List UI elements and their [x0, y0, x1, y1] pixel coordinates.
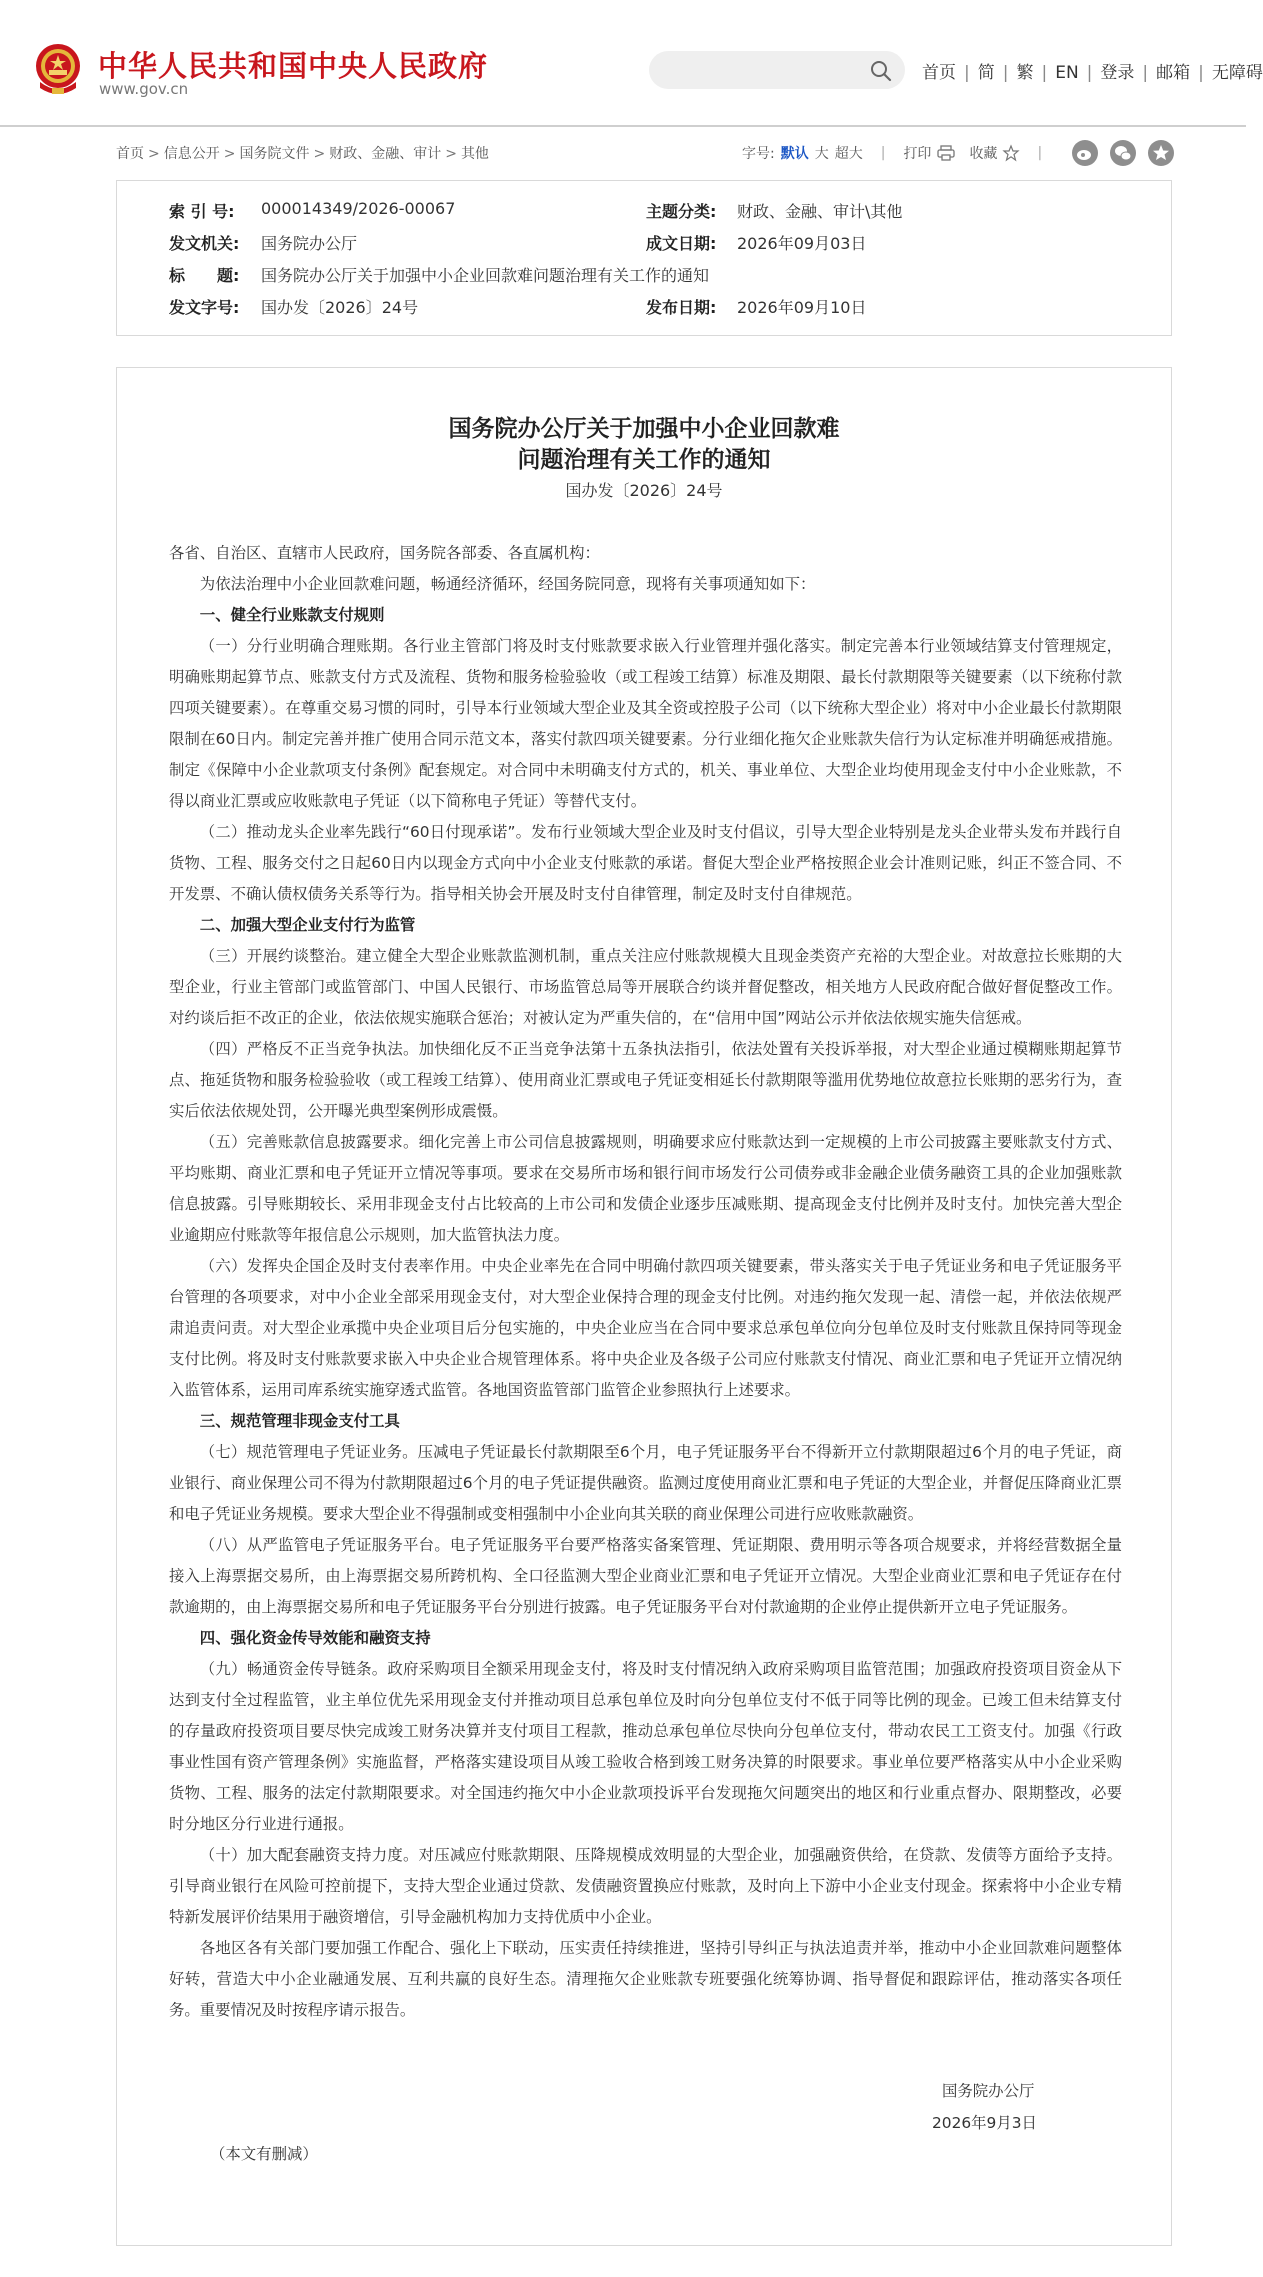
top-nav: 首页 | 简 | 繁 | EN | 登录 | 邮箱 | 无障碍 — [922, 63, 1263, 83]
meta-topic-value: 财政、金融、审计\其他 — [737, 202, 903, 221]
intro-paragraph: 为依法治理中小企业回款难问题，畅通经济循环，经国务院同意，现将有关事项通知如下： — [199, 575, 816, 593]
sign-date: 2026年9月3日 — [932, 2114, 1037, 2132]
site-url[interactable]: www.gov.cn — [99, 80, 189, 98]
nav-login[interactable]: 登录 — [1100, 63, 1135, 83]
article-text — [169, 538, 1122, 2026]
meta-topic-label: 主题分类: — [646, 202, 717, 221]
nav-traditional[interactable]: 繁 — [1016, 63, 1034, 83]
section-heading: 四、强化资金传导效能和融资支持 — [199, 1629, 431, 1647]
article-doc-number: 国办发〔2026〕24号 — [565, 481, 723, 500]
paragraph: （五）完善账款信息披露要求。细化完善上市公司信息披露规则，明确要求应付账款达到一定规模的上市公司披露主要账款支付方式、平均账期、商业汇票和电子凭证开立情况等事项。要求在交易所市场和银行间市场发行公司债券或非金融企业债务融资工具的企业加强账款信息披露。引导账期较长、采用非现金支付占比较高的上市公司和发债企业逐步压减账期、提高现金支付比例并及时支付。加快完善大型企业逾期应付账款等年报信息公示规则，加大监管执法力度。 — [169, 1133, 1122, 1244]
paragraph: （四）严格反不正当竞争执法。加快细化反不正当竞争法第十五条执法指引，依法处置有关投诉举报，对大型企业通过模糊账期起算节点、拖延货物和服务检验验收（或工程竣工结算）、使用商业汇票或电子凭证变相延长付款期限等滥用优势地位故意拉长账期的恶劣行为，查实后依法依规处罚，公开曝光典型案例形成震慑。 — [169, 1040, 1122, 1120]
salutation: 各省、自治区、直辖市人民政府，国务院各部委、各直属机构： — [169, 544, 600, 562]
meta-created-label: 成文日期: — [646, 234, 717, 253]
star-icon[interactable] — [1003, 145, 1019, 161]
meta-title-value: 国务院办公厅关于加强中小企业回款难问题治理有关工作的通知 — [261, 266, 710, 285]
meta-docno-value: 国办发〔2026〕24号 — [261, 298, 419, 317]
paragraph: （三）开展约谈整治。建立健全大型企业账款监测机制，重点关注应付账款规模大且现金类资产充裕的大型企业。对故意拉长账期的大型企业，行业主管部门或监管部门、中国人民银行、市场监管总局等开展联合约谈并督促整改，相关地方人民政府配合做好督促整改工作。对约谈后拒不改正的企业，依法依规实施联合惩治；对被认定为严重失信的，在“信用中国”网站公示并依法依规实施失信惩戒。 — [169, 947, 1122, 1027]
wechat-share-icon[interactable] — [1110, 140, 1136, 166]
favorite-button[interactable]: 收藏 — [969, 146, 998, 162]
site-header — [0, 0, 1263, 127]
nav-simplified[interactable]: 简 — [977, 63, 995, 83]
paragraph: （十）加大配套融资支持力度。对压减应付账款期限、压降规模成效明显的大型企业，加强融资供给，在贷款、发债等方面给予支持。引导商业银行在风险可控前提下，支持大型企业通过贷款、发债融资置换应付账款，及时向上下游中小企业支付现金。探索将中小企业专精特新发展评价结果用于融资增信，引导金融机构加力支持优质中小企业。 — [169, 1846, 1122, 1926]
breadcrumb: 首页 > 信息公开 > 国务院文件 > 财政、金融、审计 > 其他 — [116, 146, 489, 162]
search-icon[interactable] — [869, 59, 893, 83]
font-size-default[interactable]: 默认 — [780, 146, 809, 162]
document-meta-table — [116, 180, 1172, 336]
abridged-note: （本文有删减） — [210, 2145, 318, 2163]
paragraph: （七）规范管理电子凭证业务。压减电子凭证最长付款期限至6个月，电子凭证服务平台不得新开立付款期限超过6个月的电子凭证，商业银行、商业保理公司不得为付款期限超过6个月的电子凭证提供融资。监测过度使用商业汇票和电子凭证的大型企业，并督促压降商业汇票和电子凭证业务规模。要求大型企业不得强制或变相强制中小企业向其关联的商业保理公司进行应收账款融资。 — [169, 1443, 1122, 1523]
article-title-line1: 国务院办公厅关于加强中小企业回款难 — [448, 416, 840, 442]
nav-english[interactable]: EN — [1055, 63, 1079, 83]
signer: 国务院办公厅 — [942, 2082, 1035, 2100]
nav-accessibility[interactable]: 无障碍 — [1211, 63, 1263, 83]
print-button[interactable]: 打印 — [903, 146, 932, 162]
favorite-share-icon[interactable] — [1148, 140, 1174, 166]
breadcrumb-files[interactable]: 国务院文件 — [239, 146, 310, 162]
meta-issuer-value: 国务院办公厅 — [261, 234, 358, 253]
paragraph: （六）发挥央企国企及时支付表率作用。中央企业率先在合同中明确付款四项关键要素，带头落实关于电子凭证业务和电子凭证服务平台管理的各项要求，对中小企业全部采用现金支付，对大型企业保持合理的现金支付比例。对违约拖欠发现一起、清偿一起，并依法依规严肃追责问责。对大型企业承揽中央企业项目后分包实施的，中央企业应当在合同中要求总承包单位向分包单位及时支付账款且保持同等现金支付比例。将及时支付账款要求嵌入中央企业合规管理体系。将中央企业及各级子公司应付账款支付情况、商业汇票和电子凭证开立情况纳入监管体系，运用司库系统实施穿透式监管。各地国资监管部门监管企业参照执行上述要求。 — [169, 1257, 1122, 1399]
paragraph: （二）推动龙头企业率先践行“60日付现承诺”。发布行业领域大型企业及时支付倡议，引导大型企业特别是龙头企业带头发布并践行自货物、工程、服务交付之日起60日内以现金方式向中小企业支付账款的承诺。督促大型企业严格按照企业会计准则记账，纠正不签合同、不开发票、不确认债权债务关系等行为。指导相关协会开展及时支付自律管理，制定及时支付自律规范。 — [169, 823, 1122, 903]
meta-created-value: 2026年09月03日 — [737, 234, 867, 253]
meta-published-value: 2026年09月10日 — [737, 298, 867, 317]
nav-mail[interactable]: 邮箱 — [1156, 63, 1191, 83]
section-heading: 二、加强大型企业支付行为监管 — [199, 916, 416, 934]
font-size-label: 字号: — [742, 146, 775, 162]
meta-published-label: 发布日期: — [646, 298, 717, 317]
meta-index-value: 000014349/2026-00067 — [261, 199, 456, 218]
section-heading: 一、健全行业账款支付规则 — [199, 606, 385, 624]
article-tools: 字号: 默认 大 超大 | 打印 收藏 | — [742, 140, 1174, 166]
font-size-xlarge[interactable]: 超大 — [834, 146, 863, 162]
print-icon[interactable] — [937, 145, 955, 161]
paragraph: （九）畅通资金传导链条。政府采购项目全额采用现金支付，将及时支付情况纳入政府采购项目监管范围；加强政府投资项目资金从下达到支付全过程监管，业主单位优先采用现金支付并推动项目总承包单位及时向分包单位支付不低于同等比例的现金。已竣工但未结算支付的存量政府投资项目要尽快完成竣工财务决算并支付项目工程款，推动总承包单位尽快向分包单位支付，带动农民工工资支付。加强《行政事业性国有资产管理条例》实施监督，严格落实建设项目从竣工验收合格到竣工财务决算的时限要求。事业单位要严格落实从中小企业采购货物、工程、服务的法定付款期限要求。对全国违约拖欠中小企业款项投诉平台发现拖欠问题突出的地区和行业重点督办、限期整改，必要时分地区分行业进行通报。 — [169, 1660, 1122, 1833]
breadcrumb-other[interactable]: 其他 — [460, 146, 489, 162]
national-emblem-icon[interactable] — [32, 42, 84, 98]
weibo-share-icon[interactable] — [1072, 140, 1098, 166]
meta-title-label: 标 题: — [169, 266, 240, 285]
breadcrumb-info[interactable]: 信息公开 — [163, 146, 220, 162]
nav-home[interactable]: 首页 — [922, 63, 956, 83]
site-title[interactable]: 中华人民共和国中央人民政府 — [98, 49, 489, 83]
breadcrumb-home[interactable]: 首页 — [116, 146, 144, 162]
closing-paragraph: 各地区各有关部门要加强工作配合、强化上下联动，压实责任持续推进，坚持引导纠正与执法追责并举，推动中小企业回款难问题整体好转，营造大中小企业融通发展、互利共赢的良好生态。清理拖欠企业账款专班要强化统筹协调、指导督促和跟踪评估，推动落实各项任务。重要情况及时按程序请示报告。 — [169, 1939, 1122, 2019]
font-size-large[interactable]: 大 — [814, 146, 829, 162]
article-title-line2: 问题治理有关工作的通知 — [517, 447, 771, 473]
meta-index-label: 索 引 号: — [169, 202, 235, 221]
meta-docno-label: 发文字号: — [169, 298, 240, 317]
article-body-panel — [116, 367, 1172, 2246]
meta-issuer-label: 发文机关: — [169, 234, 240, 253]
search-input[interactable] — [649, 51, 905, 89]
paragraph: （八）从严监管电子凭证服务平台。电子凭证服务平台要严格落实备案管理、凭证期限、费用明示等各项合规要求，并将经营数据全量接入上海票据交易所，由上海票据交易所跨机构、全口径监测大型企业商业汇票和电子凭证开立情况。大型企业商业汇票和电子凭证存在付款逾期的，由上海票据交易所和电子凭证服务平台分别进行披露。电子凭证服务平台对付款逾期的企业停止提供新开立电子凭证服务。 — [169, 1536, 1122, 1616]
paragraph: （一）分行业明确合理账期。各行业主管部门将及时支付账款要求嵌入行业管理并强化落实。制定完善本行业领域结算支付管理规定，明确账期起算节点、账款支付方式及流程、货物和服务检验验收（或工程竣工结算）标准及期限、最长付款期限等关键要素（以下统称付款四项关键要素）。在尊重交易习惯的同时，引导本行业领域大型企业及其全资或控股子公司（以下统称大型企业）将对中小企业最长付款期限限制在60日内。制定完善并推广使用合同示范文本，落实付款四项关键要素。分行业细化拖欠企业账款失信行为认定标准并明确惩戒措施。制定《保障中小企业款项支付条例》配套规定。对合同中未明确支付方式的，机关、事业单位、大型企业均使用现金支付中小企业账款，不得以商业汇票或应收账款电子凭证（以下简称电子凭证）等替代支付。 — [169, 637, 1122, 810]
breadcrumb-finance[interactable]: 财政、金融、审计 — [329, 146, 442, 162]
section-heading: 三、规范管理非现金支付工具 — [199, 1412, 400, 1430]
